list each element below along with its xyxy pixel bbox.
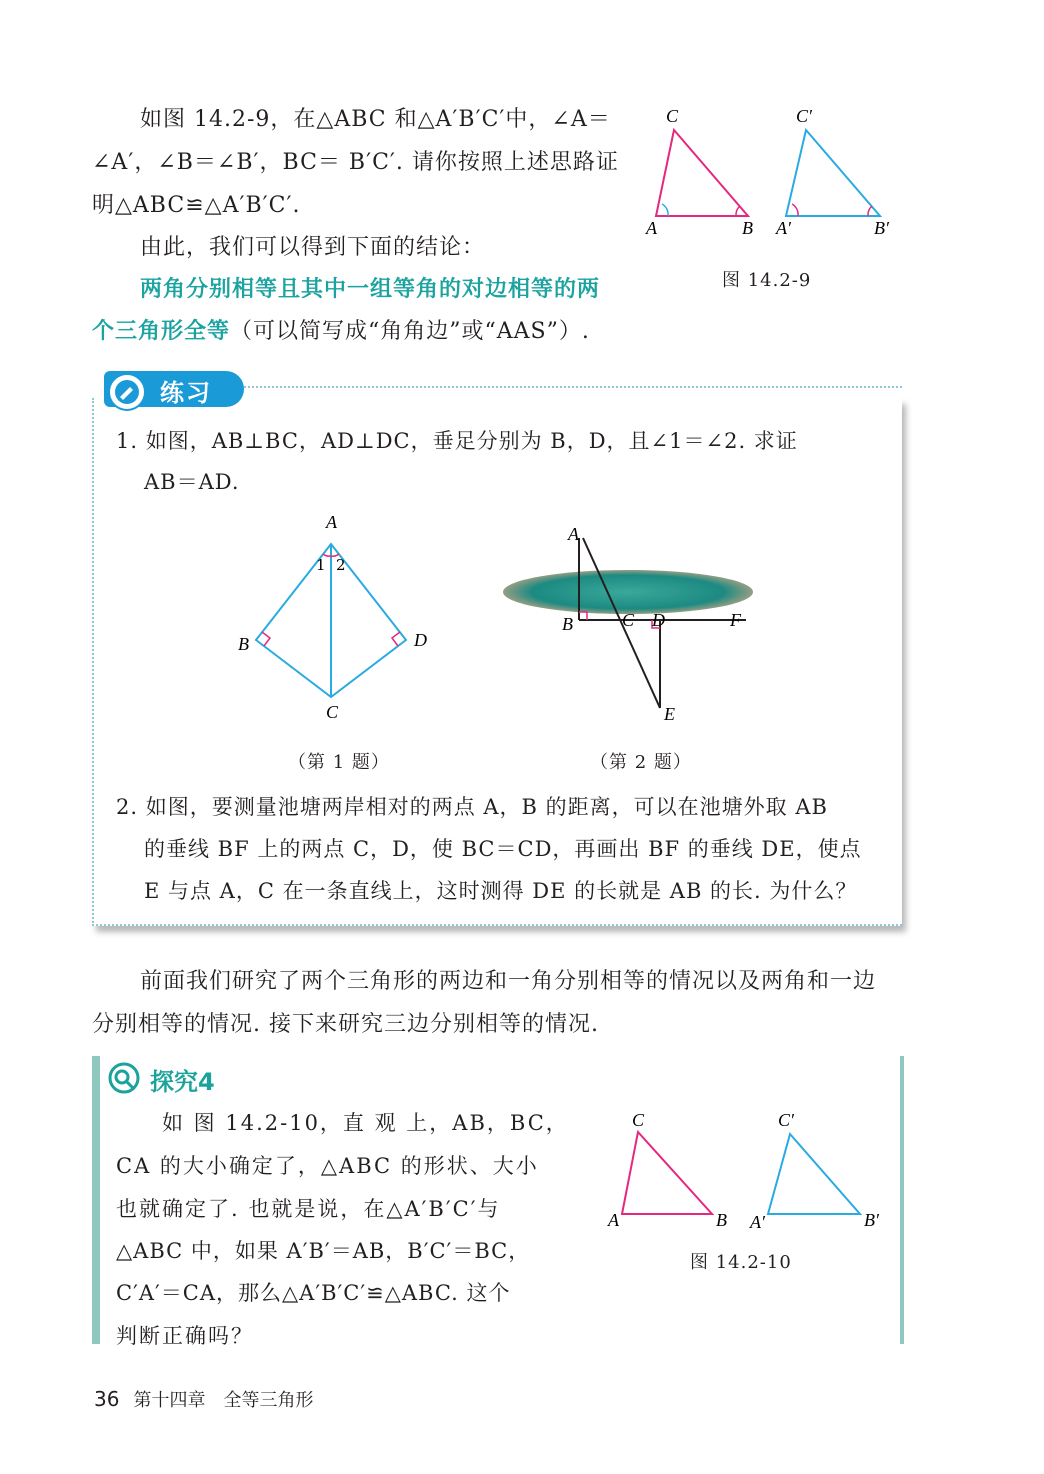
theorem-line-2 (92, 310, 590, 353)
label-a-prime: A′ (750, 1212, 765, 1232)
q1-line-2: AB＝AD. (144, 470, 240, 494)
q2-line-3: E 与点 A，C 在一条直线上，这时测得 DE 的长就是 AB 的长. 为什么？ (144, 879, 858, 903)
label-a: A (646, 218, 657, 238)
triangle-a2b2c2 (786, 130, 880, 216)
label-b: B (562, 614, 573, 634)
explore-icon (106, 1060, 142, 1096)
label-f: F (730, 610, 741, 630)
explore-left-bar (92, 1056, 100, 1344)
angle-a-arc (662, 204, 668, 216)
label-b-prime: B′ (874, 218, 889, 238)
intro-line-1: 如图 14.2-9，在△ABC 和△A′B′C′中，∠A＝ (140, 107, 611, 132)
label-a: A (568, 524, 579, 544)
figure-14-2-9-caption: 图 14.2-9 (722, 270, 812, 291)
label-c-prime: C′ (778, 1110, 794, 1130)
explore-line-4: △ABC 中，如果 A′B′＝AB，B′C′＝BC， (116, 1239, 531, 1263)
figure-14-2-10 (600, 1104, 890, 1234)
explore-line-6: 判断正确吗？ (116, 1324, 254, 1348)
page-number: 36 (94, 1387, 120, 1411)
pond-image (503, 570, 753, 614)
exercise-title: 练习 (160, 379, 212, 407)
page-footer (94, 1386, 313, 1412)
right-angle-d (392, 632, 400, 646)
explore-line-3: 也就确定了. 也就是说，在△A′B′C′与 (116, 1197, 501, 1221)
triangle-abc (656, 130, 748, 216)
intro-line-2: ∠A′，∠B＝∠B′，BC＝ B′C′. 请你按照上述思路证 (92, 150, 619, 175)
q2-line-2: 的垂线 BF 上的两点 C，D，使 BC＝CD，再画出 BF 的垂线 DE，使点 (144, 837, 862, 861)
label-a: A (326, 512, 337, 532)
label-c-prime: C′ (796, 106, 812, 126)
q1-line-1: 1. 如图，AB⊥BC，AD⊥DC，垂足分别为 B，D，且∠1＝∠2. 求证 (116, 429, 798, 453)
figure-q1 (230, 508, 440, 728)
figure-q2 (500, 520, 770, 730)
label-1: 1 (316, 556, 326, 574)
exercise-top-border (240, 386, 902, 388)
label-c: C (632, 1110, 645, 1130)
chapter-title: 第十四章 全等三角形 (133, 1390, 314, 1411)
label-2: 2 (336, 556, 346, 574)
label-a: A (608, 1210, 619, 1230)
triangle-a2b2c2 (768, 1134, 860, 1214)
q1-figure-caption: （第 1 题） (288, 752, 390, 773)
label-a-prime: A′ (776, 218, 791, 238)
explore-title: 探究4 (150, 1068, 215, 1096)
figure-14-2-10-caption: 图 14.2-10 (690, 1252, 792, 1273)
label-c: C (326, 702, 339, 722)
label-b-prime: B′ (864, 1210, 879, 1230)
label-e: E (664, 704, 675, 724)
pencil-icon (108, 373, 146, 411)
label-b: B (742, 218, 753, 238)
right-angle-b (262, 632, 270, 646)
theorem-line-1: 两角分别相等且其中一组等角的对边相等的两 (140, 277, 601, 302)
label-b: B (716, 1210, 727, 1230)
q2-figure-caption: （第 2 题） (590, 752, 692, 773)
theorem-highlight: 个三角形全等 (92, 319, 231, 344)
intro-line-4: 由此，我们可以得到下面的结论： (140, 235, 486, 260)
label-d: D (652, 610, 665, 630)
explore-line-2: CA 的大小确定了，△ABC 的形状、大小 (116, 1154, 539, 1178)
angle-b-arc (736, 206, 740, 216)
theorem-tail: （可以简写成“角角边”或“AAS”）. (230, 319, 590, 344)
q2-line-1: 2. 如图，要测量池塘两岸相对的两点 A，B 的距离，可以在池塘外取 AB (116, 795, 828, 819)
explore-line-1: 如 图 14.2-10，直 观 上，AB，BC， (162, 1111, 569, 1135)
explore-line-5: C′A′＝CA，那么△A′B′C′≌△ABC. 这个 (116, 1281, 511, 1305)
body-line-2: 分别相等的情况. 接下来研究三边分别相等的情况. (92, 1012, 599, 1037)
angle-b2-arc (868, 206, 872, 216)
label-c: C (666, 106, 679, 126)
figure-14-2-9 (640, 100, 900, 250)
body-line-1: 前面我们研究了两个三角形的两边和一角分别相等的情况以及两角和一边 (140, 969, 877, 994)
angle-a2-arc (792, 204, 798, 216)
label-d: D (414, 630, 427, 650)
label-b: B (238, 634, 249, 654)
right-angle-b (579, 612, 587, 620)
triangle-abc (622, 1132, 712, 1214)
label-c: C (622, 610, 635, 630)
intro-line-3: 明△ABC≌△A′B′C′. (92, 193, 301, 218)
explore-right-bar (900, 1056, 904, 1344)
